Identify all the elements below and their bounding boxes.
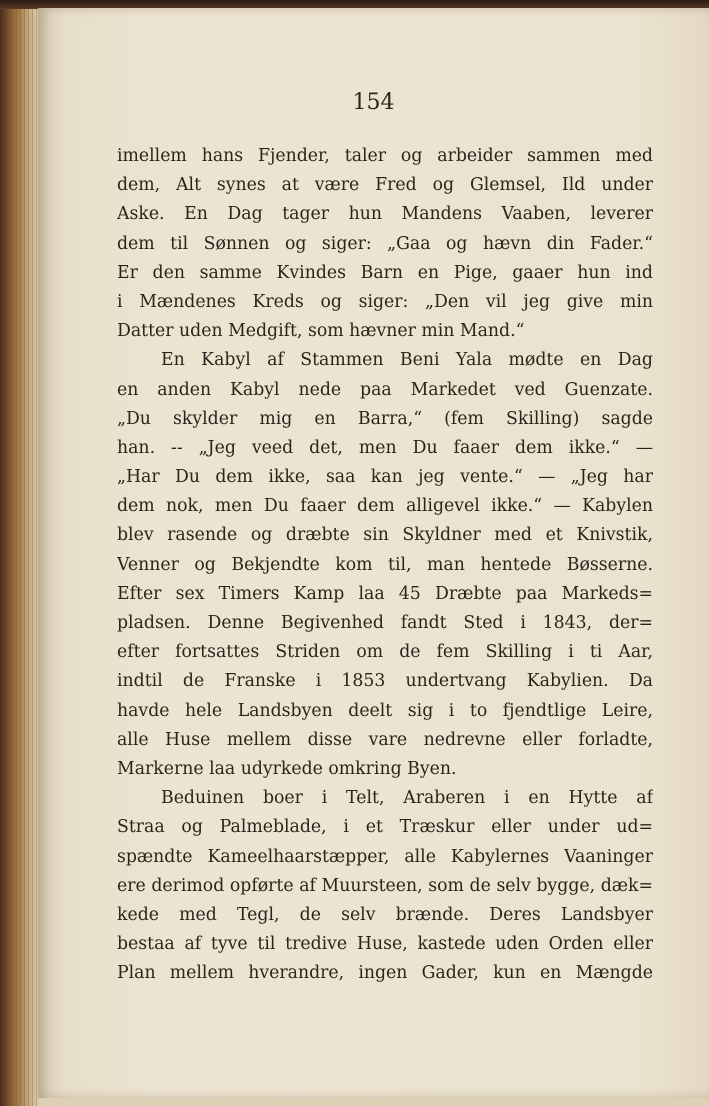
text-line: dem, Alt synes at være Fred og Glemsel, Ild under: [117, 175, 653, 196]
text-line: Plan mellem hverandre, ingen Gader, kun en Mængde: [117, 963, 653, 984]
text-line: pladsen. Denne Begivenhed fandt Sted i 1843, der=: [117, 613, 653, 633]
text-line: blev rasende og dræbte sin Skyldner med et Knivstik,: [117, 525, 653, 546]
text-line: Efter sex Timers Kamp laa 45 Dræbte paa Markeds=: [117, 583, 653, 604]
text-line: „Har Du dem ikke, saa kan jeg vente.“ — „Jeg har: [117, 467, 653, 488]
text-line: Venner og Bekjendte kom til, man hentede Bøsserne.: [117, 554, 653, 575]
page-edges: [8, 0, 40, 1106]
text-line: indtil de Franske i 1853 undertvang Kabylien. Da: [117, 671, 653, 692]
text-line: dem nok, men Du faaer dem alligevel ikke.“ — Kabylen: [117, 496, 653, 517]
page-text: [117, 142, 653, 988]
text-line: alle Huse mellem disse vare nedrevne eller forladte,: [117, 729, 653, 750]
text-line: efter fortsattes Striden om de fem Skilling i ti Aar,: [117, 642, 653, 663]
text-line: han. -- „Jeg veed det, men Du faaer dem ikke.“ —: [117, 437, 653, 458]
text-line: i Mændenes Kreds og siger: „Den vil jeg give min: [117, 291, 653, 312]
text-line: Straa og Palmeblade, i et Træskur eller under ud=: [117, 817, 653, 838]
text-line: en anden Kabyl nede paa Markedet ved Guenzate.: [117, 379, 653, 400]
text-line: ere derimod opførte af Muursteen, som de selv bygge, dæk=: [117, 875, 653, 896]
text-line: Er den samme Kvindes Barn en Pige, gaaer hun ind: [117, 262, 653, 283]
text-line: Markerne laa udyrkede omkring Byen.: [117, 758, 457, 779]
text-line: spændte Kameelhaarstæpper, alle Kabylernes Vaaninger: [117, 846, 653, 867]
text-line: Aske. En Dag tager hun Mandens Vaaben, leverer: [117, 204, 653, 225]
page-number: 154: [352, 90, 395, 115]
text-line: havde hele Landsbyen deelt sig i to fjendtlige Leire,: [117, 700, 653, 721]
text-line: kede med Tegl, de selv brænde. Deres Landsbyer: [117, 904, 653, 925]
text-line: bestaa af tyve til tredive Huse, kastede uden Orden eller: [117, 934, 653, 955]
text-line: Beduinen boer i Telt, Araberen i en Hytte af: [161, 788, 653, 809]
text-line: „Du skylder mig en Barra,“ (fem Skilling) sagde: [117, 408, 653, 429]
text-line: Datter uden Medgift, som hævner min Mand.“: [117, 321, 525, 342]
text-line: dem til Sønnen og siger: „Gaa og hævn din Fader.“: [117, 233, 653, 254]
text-line: imellem hans Fjender, taler og arbeider sammen med: [117, 146, 653, 166]
text-line: En Kabyl af Stammen Beni Yala mødte en Dag: [161, 350, 653, 371]
